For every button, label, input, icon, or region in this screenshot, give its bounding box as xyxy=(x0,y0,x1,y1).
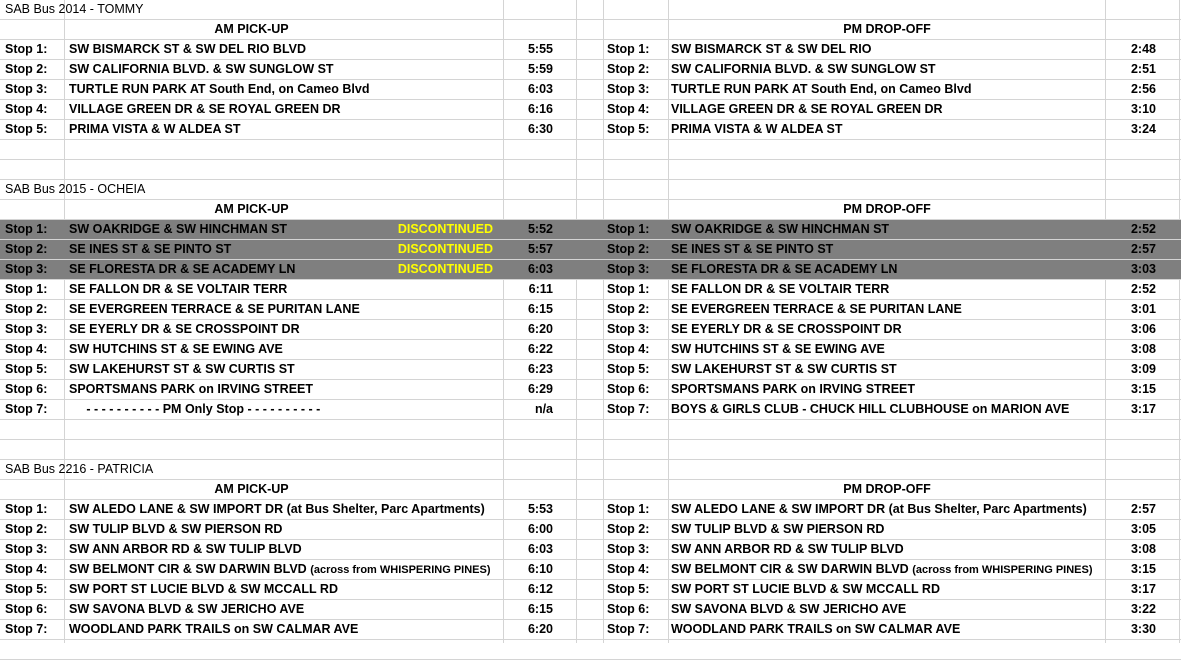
am-pickup-header: AM PICK-UP xyxy=(214,202,289,216)
pm-stop-time: 3:22 xyxy=(1130,602,1156,616)
stop-row xyxy=(0,500,1181,520)
stop-row xyxy=(0,320,1181,340)
section-title: SAB Bus 2216 - PATRICIA xyxy=(5,462,154,476)
pm-stop-number: Stop 2: xyxy=(607,522,650,536)
am-stop-number: Stop 2: xyxy=(5,522,48,536)
pm-stop-number: Stop 3: xyxy=(607,262,650,276)
pm-stop-number: Stop 3: xyxy=(607,542,650,556)
stop-row xyxy=(0,400,1181,420)
stop-row xyxy=(0,280,1181,300)
pm-stop-location-text: SW OAKRIDGE & SW HINCHMAN ST xyxy=(671,222,890,236)
am-stop-location xyxy=(69,60,334,79)
discontinued-label: DISCONTINUED xyxy=(397,262,493,276)
pm-stop-number: Stop 2: xyxy=(607,62,650,76)
section-title-row xyxy=(0,0,1181,20)
stop-row xyxy=(0,120,1181,140)
stop-row xyxy=(0,340,1181,360)
stop-row xyxy=(0,620,1181,640)
stop-row xyxy=(0,580,1181,600)
section-title: SAB Bus 2015 - OCHEIA xyxy=(5,182,146,196)
am-stop-number: Stop 6: xyxy=(5,382,48,396)
am-stop-location-text: PRIMA VISTA & W ALDEA ST xyxy=(69,122,241,136)
am-stop-location-text: SE EVERGREEN TERRACE & SE PURITAN LANE xyxy=(69,302,360,316)
pm-stop-location xyxy=(671,40,871,59)
pm-stop-number: Stop 1: xyxy=(607,502,650,516)
am-stop-location-text: SW SAVONA BLVD & SW JERICHO AVE xyxy=(69,602,305,616)
pm-stop-location-text: SW PORT ST LUCIE BLVD & SW MCCALL RD xyxy=(671,582,940,596)
am-stop-location xyxy=(69,340,283,359)
blank-row xyxy=(0,640,1181,660)
pm-stop-location-text: SW LAKEHURST ST & SW CURTIS ST xyxy=(671,362,897,376)
pm-dropoff-header: PM DROP-OFF xyxy=(843,202,931,216)
am-stop-location xyxy=(69,620,358,639)
am-stop-time: 6:11 xyxy=(528,282,553,296)
am-pickup-header: AM PICK-UP xyxy=(214,22,289,36)
am-stop-time: 5:59 xyxy=(527,62,553,76)
pm-stop-number: Stop 1: xyxy=(607,42,650,56)
pm-stop-time: 3:17 xyxy=(1130,582,1156,596)
section-header-row xyxy=(0,480,1181,500)
am-stop-location xyxy=(69,220,287,239)
pm-stop-location xyxy=(671,600,906,619)
pm-stop-location xyxy=(671,260,897,279)
am-stop-location-text: - - - - - - - - - - PM Only Stop - - - - - - - - - - xyxy=(69,402,321,416)
am-stop-location-text: SW OAKRIDGE & SW HINCHMAN ST xyxy=(69,222,288,236)
pm-stop-time: 2:51 xyxy=(1130,62,1156,76)
am-stop-number: Stop 6: xyxy=(5,602,48,616)
am-stop-number: Stop 1: xyxy=(5,42,48,56)
am-stop-number: Stop 1: xyxy=(5,502,48,516)
pm-stop-location-text: SW BELMONT CIR & SW DARWIN BLVD xyxy=(671,562,913,576)
pm-stop-time: 3:15 xyxy=(1130,382,1156,396)
pm-stop-time: 2:56 xyxy=(1130,82,1156,96)
am-stop-location xyxy=(69,560,491,579)
am-stop-location xyxy=(69,320,300,339)
pm-stop-location xyxy=(671,340,885,359)
pm-stop-number: Stop 7: xyxy=(607,402,650,416)
am-stop-number: Stop 2: xyxy=(5,302,48,316)
am-stop-location-note: (across from WHISPERING PINES) xyxy=(310,564,491,576)
am-stop-location-text: SE FLORESTA DR & SE ACADEMY LN xyxy=(69,262,296,276)
am-stop-time: n/a xyxy=(534,402,553,416)
am-stop-number: Stop 2: xyxy=(5,62,48,76)
pm-stop-number: Stop 4: xyxy=(607,562,650,576)
pm-stop-number: Stop 3: xyxy=(607,82,650,96)
pm-dropoff-header: PM DROP-OFF xyxy=(843,22,931,36)
pm-stop-location-text: SW ANN ARBOR RD & SW TULIP BLVD xyxy=(671,542,904,556)
pm-stop-location xyxy=(671,300,962,319)
am-stop-location-text: WOODLAND PARK TRAILS on SW CALMAR AVE xyxy=(69,622,359,636)
pm-stop-time: 3:06 xyxy=(1130,322,1156,336)
pm-stop-location-text: WOODLAND PARK TRAILS on SW CALMAR AVE xyxy=(671,622,961,636)
pm-stop-time: 3:24 xyxy=(1130,122,1156,136)
am-stop-time: 6:15 xyxy=(527,602,553,616)
stop-row xyxy=(0,560,1181,580)
pm-stop-location xyxy=(671,400,1069,419)
stop-row xyxy=(0,540,1181,560)
blank-row xyxy=(0,440,1181,460)
discontinued-stop-row xyxy=(0,240,1181,260)
stop-row xyxy=(0,600,1181,620)
am-pickup-header: AM PICK-UP xyxy=(214,482,289,496)
am-stop-location-text: VILLAGE GREEN DR & SE ROYAL GREEN DR xyxy=(69,102,341,116)
pm-stop-time: 3:05 xyxy=(1130,522,1156,536)
pm-stop-time: 2:52 xyxy=(1130,222,1156,236)
pm-stop-time: 3:01 xyxy=(1130,302,1156,316)
pm-stop-number: Stop 4: xyxy=(607,102,650,116)
pm-stop-number: Stop 3: xyxy=(607,322,650,336)
am-stop-time: 6:15 xyxy=(527,302,553,316)
pm-stop-location-text: SE EYERLY DR & SE CROSSPOINT DR xyxy=(671,322,902,336)
pm-stop-location xyxy=(671,120,843,139)
pm-stop-location-text: SE FLORESTA DR & SE ACADEMY LN xyxy=(671,262,898,276)
pm-stop-location xyxy=(671,380,915,399)
stop-row xyxy=(0,40,1181,60)
am-stop-time: 6:16 xyxy=(527,102,553,116)
section-header-row xyxy=(0,20,1181,40)
am-stop-time: 6:12 xyxy=(527,582,553,596)
am-stop-location-text: SW TULIP BLVD & SW PIERSON RD xyxy=(69,522,283,536)
pm-stop-location-text: SW CALIFORNIA BLVD. & SW SUNGLOW ST xyxy=(671,62,936,76)
am-stop-location xyxy=(69,280,287,299)
am-stop-location xyxy=(69,40,306,59)
am-stop-location xyxy=(69,80,369,99)
stop-row xyxy=(0,360,1181,380)
am-stop-number: Stop 1: xyxy=(5,282,48,296)
am-stop-time: 6:20 xyxy=(527,322,553,336)
am-stop-time: 6:29 xyxy=(527,382,553,396)
am-stop-number: Stop 3: xyxy=(5,262,48,276)
stop-row xyxy=(0,380,1181,400)
am-stop-location xyxy=(69,120,241,139)
pm-stop-location xyxy=(671,80,971,99)
section-title: SAB Bus 2014 - TOMMY xyxy=(5,2,144,16)
pm-stop-time: 3:08 xyxy=(1130,342,1156,356)
pm-stop-number: Stop 2: xyxy=(607,242,650,256)
pm-stop-number: Stop 5: xyxy=(607,362,650,376)
pm-stop-location-text: SW SAVONA BLVD & SW JERICHO AVE xyxy=(671,602,907,616)
am-stop-time: 6:03 xyxy=(527,262,553,276)
discontinued-label: DISCONTINUED xyxy=(397,242,493,256)
pm-stop-number: Stop 6: xyxy=(607,602,650,616)
am-stop-time: 6:30 xyxy=(527,122,553,136)
am-stop-location xyxy=(69,240,231,259)
am-stop-time: 6:03 xyxy=(527,542,553,556)
stop-row xyxy=(0,60,1181,80)
pm-stop-time: 2:52 xyxy=(1130,282,1156,296)
pm-stop-location-text: SE INES ST & SE PINTO ST xyxy=(671,242,834,256)
pm-stop-number: Stop 6: xyxy=(607,382,650,396)
pm-stop-location-text: PRIMA VISTA & W ALDEA ST xyxy=(671,122,843,136)
pm-stop-time: 3:10 xyxy=(1130,102,1156,116)
pm-stop-number: Stop 5: xyxy=(607,582,650,596)
pm-stop-location xyxy=(671,540,904,559)
pm-stop-location-text: SE EVERGREEN TERRACE & SE PURITAN LANE xyxy=(671,302,962,316)
am-stop-location xyxy=(69,540,302,559)
pm-stop-location xyxy=(671,360,897,379)
am-stop-number: Stop 5: xyxy=(5,362,48,376)
am-stop-number: Stop 7: xyxy=(5,622,48,636)
am-stop-location-text: TURTLE RUN PARK AT South End, on Cameo Blvd xyxy=(69,82,370,96)
pm-stop-location-text: BOYS & GIRLS CLUB - CHUCK HILL CLUBHOUSE on MARION AVE xyxy=(671,402,1070,416)
blank-row xyxy=(0,420,1181,440)
am-stop-number: Stop 5: xyxy=(5,122,48,136)
am-stop-number: Stop 3: xyxy=(5,82,48,96)
pm-stop-time: 3:30 xyxy=(1130,622,1156,636)
am-stop-location xyxy=(69,260,295,279)
pm-stop-location xyxy=(671,280,889,299)
section-title-row xyxy=(0,460,1181,480)
am-stop-time: 5:55 xyxy=(527,42,553,56)
stop-row xyxy=(0,80,1181,100)
am-stop-location xyxy=(69,100,341,119)
discontinued-stop-row xyxy=(0,260,1181,280)
am-stop-location xyxy=(69,600,304,619)
pm-stop-location xyxy=(671,240,833,259)
am-stop-number: Stop 7: xyxy=(5,402,48,416)
am-stop-location-text: SW ALEDO LANE & SW IMPORT DR (at Bus Shelter, Parc Apartments) xyxy=(69,502,485,516)
am-stop-number: Stop 2: xyxy=(5,242,48,256)
am-stop-location-text: SW BISMARCK ST & SW DEL RIO BLVD xyxy=(69,42,307,56)
am-stop-number: Stop 5: xyxy=(5,582,48,596)
pm-stop-location xyxy=(671,580,940,599)
pm-stop-location xyxy=(671,320,902,339)
am-stop-location-text: SW BELMONT CIR & SW DARWIN BLVD xyxy=(69,562,311,576)
am-stop-time: 6:20 xyxy=(527,622,553,636)
am-stop-location-text: SE FALLON DR & SE VOLTAIR TERR xyxy=(69,282,288,296)
pm-stop-number: Stop 2: xyxy=(607,302,650,316)
discontinued-stop-row xyxy=(0,220,1181,240)
am-stop-location-text: SW HUTCHINS ST & SE EWING AVE xyxy=(69,342,283,356)
stop-row xyxy=(0,100,1181,120)
pm-stop-location-text: SPORTSMANS PARK on IRVING STREET xyxy=(671,382,916,396)
am-stop-location xyxy=(69,500,485,519)
am-stop-number: Stop 3: xyxy=(5,322,48,336)
pm-stop-number: Stop 5: xyxy=(607,122,650,136)
stop-row xyxy=(0,300,1181,320)
section-title-row xyxy=(0,180,1181,200)
am-stop-number: Stop 3: xyxy=(5,542,48,556)
pm-stop-location xyxy=(671,60,936,79)
section-header-row xyxy=(0,200,1181,220)
pm-stop-location xyxy=(671,100,943,119)
am-stop-location-text: SE EYERLY DR & SE CROSSPOINT DR xyxy=(69,322,300,336)
pm-stop-location xyxy=(671,500,1087,519)
pm-stop-location xyxy=(671,520,884,539)
pm-stop-location-text: SW TULIP BLVD & SW PIERSON RD xyxy=(671,522,885,536)
pm-dropoff-header: PM DROP-OFF xyxy=(843,482,931,496)
am-stop-time: 5:53 xyxy=(527,502,553,516)
pm-stop-location-text: SE FALLON DR & SE VOLTAIR TERR xyxy=(671,282,890,296)
pm-stop-number: Stop 1: xyxy=(607,222,650,236)
pm-stop-time: 3:03 xyxy=(1130,262,1156,276)
am-stop-location-text: SW ANN ARBOR RD & SW TULIP BLVD xyxy=(69,542,302,556)
pm-stop-location xyxy=(671,220,889,239)
pm-stop-time: 3:17 xyxy=(1130,402,1156,416)
pm-stop-location-text: TURTLE RUN PARK AT South End, on Cameo Blvd xyxy=(671,82,972,96)
am-stop-location-text: SE INES ST & SE PINTO ST xyxy=(69,242,232,256)
am-stop-time: 6:22 xyxy=(527,342,553,356)
blank-row xyxy=(0,160,1181,180)
pm-stop-location-text: SW HUTCHINS ST & SE EWING AVE xyxy=(671,342,885,356)
am-stop-number: Stop 1: xyxy=(5,222,48,236)
pm-stop-time: 3:09 xyxy=(1130,362,1156,376)
pm-stop-time: 2:57 xyxy=(1130,502,1156,516)
am-stop-location xyxy=(69,360,295,379)
am-stop-location xyxy=(69,400,320,419)
pm-stop-location-note: (across from WHISPERING PINES) xyxy=(912,564,1093,576)
pm-stop-location xyxy=(671,560,1093,579)
am-stop-location xyxy=(69,300,360,319)
am-stop-time: 5:52 xyxy=(527,222,553,236)
am-stop-number: Stop 4: xyxy=(5,102,48,116)
am-stop-time: 5:57 xyxy=(527,242,553,256)
am-stop-location xyxy=(69,520,282,539)
stop-row xyxy=(0,520,1181,540)
pm-stop-number: Stop 4: xyxy=(607,342,650,356)
am-stop-location xyxy=(69,580,338,599)
am-stop-time: 6:10 xyxy=(527,562,553,576)
am-stop-time: 6:03 xyxy=(527,82,553,96)
pm-stop-time: 2:48 xyxy=(1130,42,1156,56)
am-stop-location-text: SPORTSMANS PARK on IRVING STREET xyxy=(69,382,314,396)
am-stop-time: 6:23 xyxy=(527,362,553,376)
am-stop-location-text: SW CALIFORNIA BLVD. & SW SUNGLOW ST xyxy=(69,62,334,76)
am-stop-time: 6:00 xyxy=(527,522,553,536)
pm-stop-number: Stop 1: xyxy=(607,282,650,296)
pm-stop-time: 3:15 xyxy=(1130,562,1156,576)
am-stop-location-text: SW LAKEHURST ST & SW CURTIS ST xyxy=(69,362,295,376)
pm-stop-time: 3:08 xyxy=(1130,542,1156,556)
pm-stop-location-text: VILLAGE GREEN DR & SE ROYAL GREEN DR xyxy=(671,102,943,116)
pm-stop-location-text: SW ALEDO LANE & SW IMPORT DR (at Bus Shelter, Parc Apartments) xyxy=(671,502,1087,516)
pm-stop-number: Stop 7: xyxy=(607,622,650,636)
pm-stop-time: 2:57 xyxy=(1130,242,1156,256)
am-stop-number: Stop 4: xyxy=(5,342,48,356)
blank-row xyxy=(0,140,1181,160)
pm-stop-location xyxy=(671,620,960,639)
pm-stop-location-text: SW BISMARCK ST & SW DEL RIO xyxy=(671,42,872,56)
am-stop-location-text: SW PORT ST LUCIE BLVD & SW MCCALL RD xyxy=(69,582,338,596)
am-stop-location xyxy=(69,380,313,399)
am-stop-number: Stop 4: xyxy=(5,562,48,576)
discontinued-label: DISCONTINUED xyxy=(397,222,493,236)
